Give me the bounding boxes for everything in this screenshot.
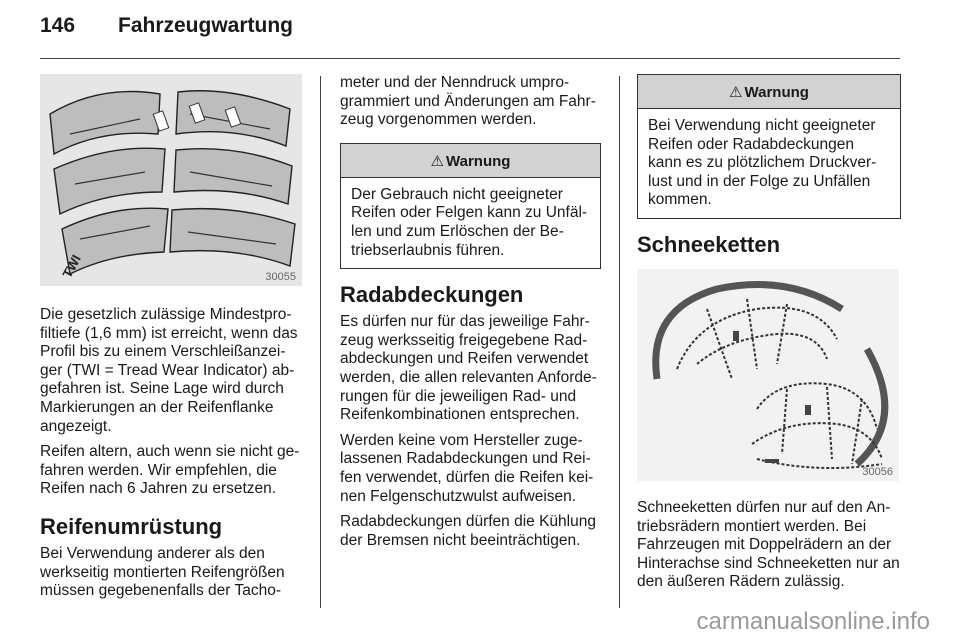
watermark: carmanualsonline.info (696, 608, 930, 635)
warning-box-rims (340, 143, 601, 269)
page-title: Fahrzeugwartung (118, 14, 294, 37)
paragraph-no-rim-protection: Werden keine vom Hersteller zuge-lassenen Radabdeckungen und Rei-fen verwendet, dürfen die Reifen kei-nen Felgenschutzwulst aufweisen. (340, 431, 594, 505)
header-divider (40, 58, 900, 59)
snow-chains-figure (637, 269, 899, 481)
tire-tread-figure (40, 74, 302, 286)
twi-label: TWI (59, 252, 84, 281)
column-divider-2 (619, 76, 620, 608)
page-number: 146 (40, 14, 76, 37)
warning-title: Warnung (744, 84, 809, 101)
warning-text: Bei Verwendung nicht geeigneter Reifen oder Radabdeckungen kann es zu plötzlichem Druckver-lust und in der Folge zu Unfällen kommen. (648, 117, 877, 209)
warning-header (341, 144, 600, 178)
figure-number: 30056 (862, 465, 893, 478)
figure-number: 30055 (265, 271, 296, 283)
page-header (40, 14, 293, 38)
column-3 (637, 74, 901, 599)
paragraph-tire-aging: Reifen altern, auch wenn sie nicht ge-fahren werden. Wir empfehlen, die Reifen nach 6 Jahren zu ersetzen. (40, 443, 300, 498)
paragraph-snow-chains: Schneeketten dürfen nur auf den An-triebsrädern montiert werden. Bei Fahrzeugen mit Doppelrädern an der Hinterachse sind Schneeketten nur an den äußeren Rädern zulässig. (637, 498, 900, 591)
section-heading-schneeketten: Schneeketten (637, 231, 781, 257)
warning-text: Der Gebrauch nicht geeigneter Reifen oder Felgen kann zu Unfäl-len und zum Erlöschen der Be-triebserlaubnis führen. (351, 185, 588, 259)
column-2 (340, 74, 604, 557)
warning-box-covers (637, 74, 901, 219)
warning-icon: ⚠ (430, 152, 444, 170)
paragraph-tread-depth: Die gesetzlich zulässige Mindestpro-filtiefe (1,6 mm) ist erreicht, wenn das Profil bis zu einem Verschleißanzei-ger (TWI = Tread Wear Indicator) ab-gefahren ist. Seine Lage wird durch Markierungen an der Reifenflanke angezeigt. (40, 306, 298, 435)
warning-header (638, 75, 900, 109)
warning-title: Warnung (446, 152, 511, 170)
column-divider-1 (320, 76, 321, 608)
snow-chains-illustration (637, 269, 899, 481)
section-heading-reifenumruestung: Reifenumrüstung (40, 513, 223, 539)
paragraph-brake-cooling: Radabdeckungen dürfen die Kühlung der Bremsen nicht beeinträchtigen. (340, 513, 596, 549)
warning-icon: ⚠ (729, 84, 743, 101)
tire-tread-illustration (40, 74, 302, 286)
paragraph-tire-change: Bei Verwendung anderer als den werkseitig montierten Reifengrößen müssen gegebenenfalls der Tacho- (40, 544, 285, 600)
column-1 (40, 74, 304, 608)
paragraph-wheel-covers: Es dürfen nur für das jeweilige Fahr-zeug werksseitig freigegebene Rad-abdeckungen und Reifen verwendet werden, die allen relevanten Anforde-rungen für die jeweiligen Rad- und Reifenkombinationen entsprechen. (340, 313, 597, 424)
paragraph-continued: meter und der Nenndruck umpro-grammiert und Änderungen am Fahr-zeug vorgenommen werden. (340, 74, 596, 129)
section-heading-radabdeckungen: Radabdeckungen (340, 282, 524, 308)
